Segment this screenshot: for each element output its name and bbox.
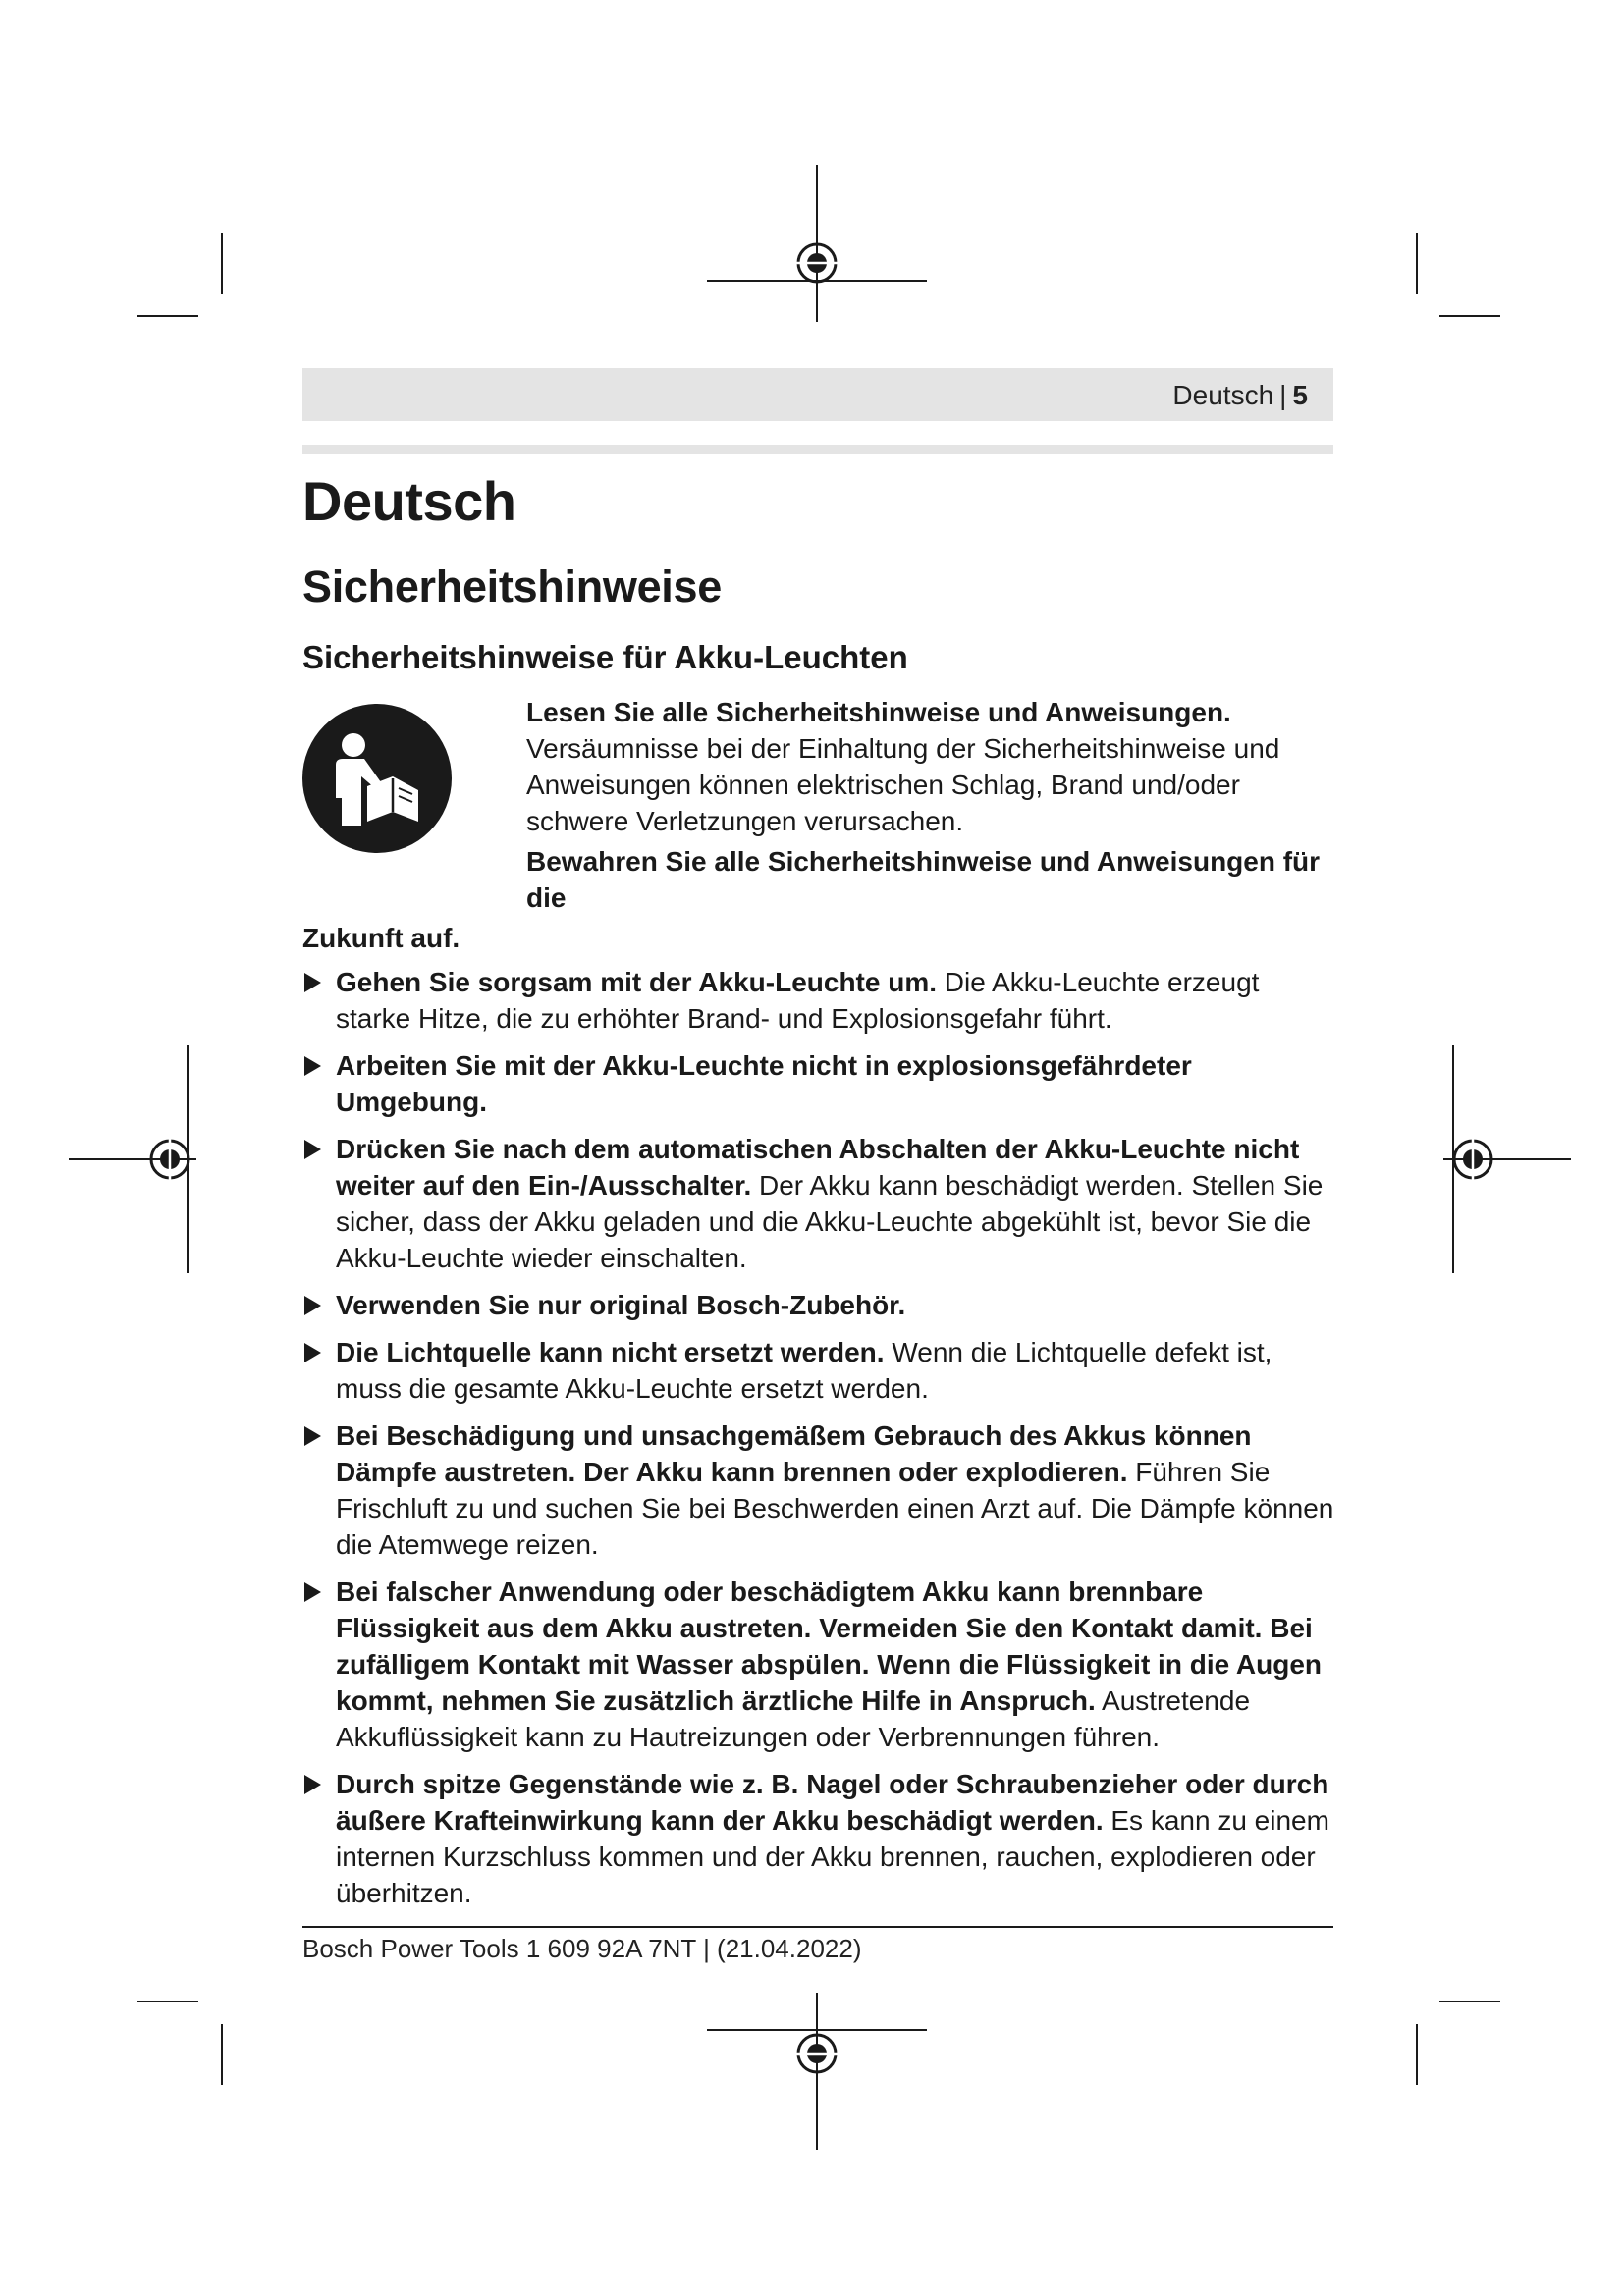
read-manual-icon [302, 704, 452, 853]
crop-mark [1416, 2024, 1418, 2085]
crop-mark [1439, 2001, 1500, 2002]
header-divider [302, 445, 1333, 454]
item-bold: Bei Beschädigung und unsachgemäßem Gebrauch des Akkus können Dämpfe austreten. Der Akku kann brennen oder explodieren. [336, 1420, 1252, 1487]
intro-text: Versäumnisse bei der Einhaltung der Sicherheitshinweise und Anweisungen können elektrischen Schlag, Brand und/oder schwere Verletzungen verursachen. [526, 733, 1280, 836]
item-bold: Arbeiten Sie mit der Akku-Leuchte nicht in explosionsgefährdeter Umgebung. [336, 1050, 1192, 1117]
intro-bold: Lesen Sie alle Sicherheitshinweise und Anweisungen. [526, 697, 1231, 727]
crop-mark [137, 2001, 198, 2002]
section-title: Sicherheitshinweise [302, 561, 722, 612]
item-bold: Bei falscher Anwendung oder beschädigtem Akku kann brennbare Flüssigkeit aus dem Akku austreten. Vermeiden Sie den Kontakt damit. Bei zufälligem Kontakt mit Wasser abspülen. Wenn die Flüssigkeit in die Augen kommt, nehmen Sie zusätzlich ärztliche Hilfe in Anspruch. [336, 1576, 1323, 1716]
item-bold: Verwenden Sie nur original Bosch-Zubehör. [336, 1290, 906, 1320]
item-text: Wenn die Lichtquelle defekt ist, muss die gesamte Akku-Leuchte ersetzt werden. [336, 1337, 1272, 1404]
item-text: Führen Sie Frischluft zu und suchen Sie bei Beschwerden einen Arzt auf. Die Dämpfe können die Atemwege reizen. [336, 1457, 1334, 1560]
bullet-arrow-icon [304, 1426, 321, 1446]
bullet-arrow-icon [304, 1296, 321, 1315]
item-text: Der Akku kann beschädigt werden. Stellen Sie sicher, dass der Akku geladen und die Akku-Leuchte abgekühlt ist, bevor Sie die Akku-Leuchte wieder einschalten. [336, 1170, 1324, 1273]
intro-paragraph [526, 694, 1335, 839]
crop-mark [221, 233, 223, 294]
bullet-arrow-icon [304, 1140, 321, 1159]
item-text: Es kann zu einem internen Kurzschluss kommen und der Akku brennen, rauchen, explodieren oder überhitzen. [336, 1805, 1329, 1908]
page-number: 5 [1292, 380, 1308, 410]
registration-mark-icon [699, 1993, 935, 2150]
header-label [1172, 380, 1308, 411]
page-header [302, 368, 1333, 421]
keep-instructions-bold-cont: Zukunft auf. [302, 923, 460, 953]
header-separator: | [1279, 380, 1287, 410]
list-item [302, 1417, 1335, 1563]
footer-text: Bosch Power Tools 1 609 92A 7NT | (21.04.2022) [302, 1934, 862, 1963]
header-section: Deutsch [1172, 380, 1274, 410]
item-bold: Durch spitze Gegenstände wie z. B. Nagel oder Schraubenzieher oder durch äußere Krafteinwirkung kann der Akku beschädigt werden. [336, 1769, 1329, 1836]
item-bold: Gehen Sie sorgsam mit der Akku-Leuchte um. [336, 967, 938, 997]
keep-instructions-cont [302, 920, 1335, 956]
bullet-arrow-icon [304, 1582, 321, 1602]
registration-mark-icon [699, 165, 935, 322]
keep-instructions-bold: Bewahren Sie alle Sicherheitshinweise und Anweisungen für die [526, 846, 1321, 913]
item-text: Die Akku-Leuchte erzeugt starke Hitze, die zu erhöhter Brand- und Explosionsgefahr führt. [336, 967, 1260, 1034]
safety-list [302, 964, 1335, 1911]
list-item [302, 1287, 1335, 1323]
crop-mark [137, 315, 198, 317]
bullet-arrow-icon [304, 1056, 321, 1076]
item-text: Austretende Akkuflüssigkeit kann zu Hautreizungen oder Verbrennungen führen. [336, 1685, 1251, 1752]
list-item [302, 1334, 1335, 1407]
keep-instructions-line [526, 843, 1335, 916]
bullet-arrow-icon [304, 1775, 321, 1794]
page-title: Deutsch [302, 470, 516, 532]
item-bold: Die Lichtquelle kann nicht ersetzt werden. [336, 1337, 885, 1367]
list-item [302, 1047, 1335, 1120]
bullet-arrow-icon [304, 973, 321, 992]
subsection-title: Sicherheitshinweise für Akku-Leuchten [302, 639, 908, 675]
page-content [302, 466, 1335, 1922]
list-item [302, 1766, 1335, 1911]
list-item [302, 964, 1335, 1037]
item-bold: Drücken Sie nach dem automatischen Abschalten der Akku-Leuchte nicht weiter auf den Ein-/Ausschalter. [336, 1134, 1300, 1201]
crop-mark [1416, 233, 1418, 294]
bullet-arrow-icon [304, 1343, 321, 1362]
crop-mark [221, 2024, 223, 2085]
crop-mark [1439, 315, 1500, 317]
intro-block [302, 694, 1335, 956]
list-item [302, 1574, 1335, 1755]
list-item [302, 1131, 1335, 1276]
registration-mark-icon [69, 1045, 196, 1273]
registration-mark-icon [1443, 1045, 1571, 1273]
footer-divider [302, 1926, 1333, 1928]
